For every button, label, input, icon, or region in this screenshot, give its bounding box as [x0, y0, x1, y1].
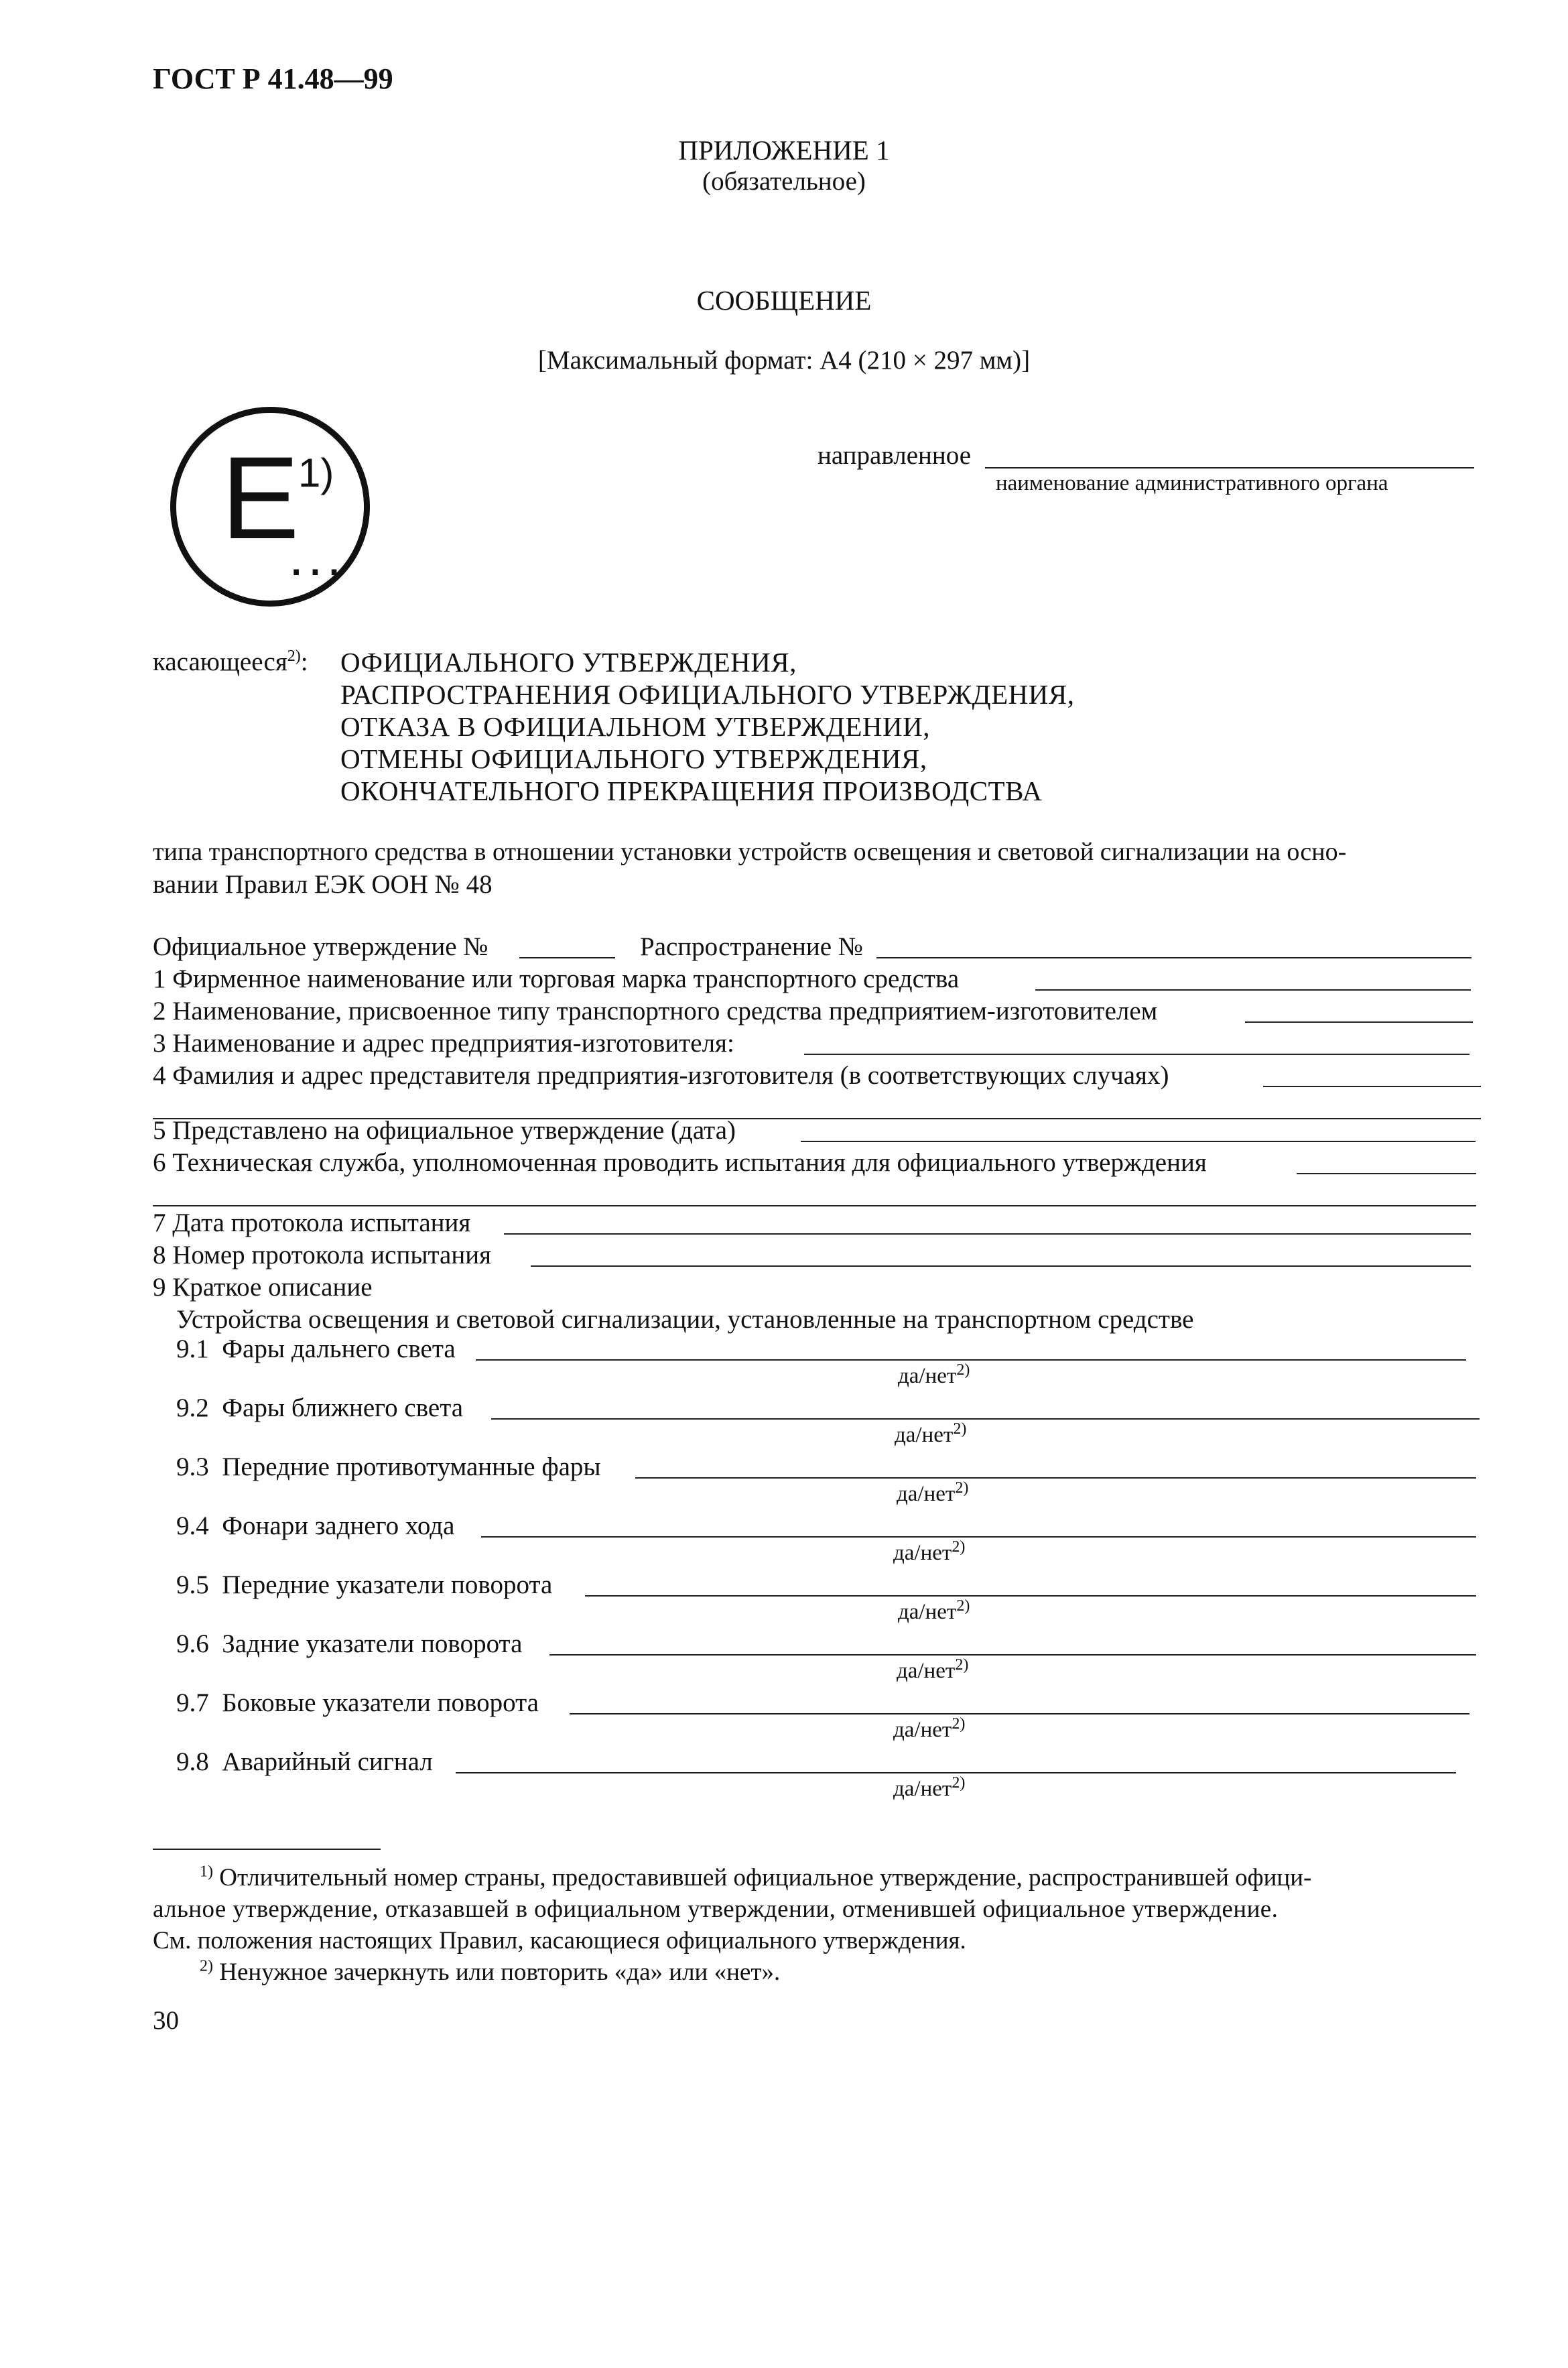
approval-number-label: Официальное утверждение № — [153, 932, 488, 961]
device-9-4: 9.4 Фонари заднего хода — [176, 1511, 455, 1540]
document-title: СООБЩЕНИЕ — [696, 285, 872, 316]
device-9-4-field[interactable] — [481, 1536, 1476, 1538]
intro-line-1: типа транспортного средства в отношении установки устройств освещения и световой сигнализации на осно- — [153, 838, 1347, 866]
intro-line-2: вании Правил ЕЭК ООН № 48 — [153, 870, 493, 899]
device-9-6-caption: да/нет$^{2)}$ — [897, 1656, 969, 1683]
concerning-item-3: ОТКАЗА В ОФИЦИАЛЬНОМ УТВЕРЖДЕНИИ, — [340, 711, 930, 742]
sender-field-line[interactable] — [985, 467, 1474, 469]
approval-mark-emblem — [170, 407, 370, 607]
item-4-field[interactable] — [1263, 1086, 1481, 1087]
item-2-label: 2 Наименование, присвоенное типу транспортного средства предприятием-изготовителем — [153, 997, 1158, 1025]
footnote-separator — [153, 1849, 381, 1850]
extension-number-label: Распространение № — [640, 932, 863, 961]
device-9-2-caption: да/нет$^{2)}$ — [895, 1420, 967, 1447]
device-9-8: 9.8 Аварийный сигнал — [176, 1747, 433, 1776]
device-9-1-field[interactable] — [476, 1359, 1466, 1361]
approval-number-field[interactable] — [519, 957, 615, 958]
device-9-3-field[interactable] — [635, 1477, 1476, 1479]
concerning-item-2: РАСПРОСТРАНЕНИЯ ОФИЦИАЛЬНОГО УТВЕРЖДЕНИЯ, — [340, 679, 1075, 710]
concerning-item-5: ОКОНЧАТЕЛЬНОГО ПРЕКРАЩЕНИЯ ПРОИЗВОДСТВА — [340, 775, 1043, 806]
item-6-field-continuation[interactable] — [153, 1205, 1476, 1206]
device-9-5: 9.5 Передние указатели поворота — [176, 1570, 553, 1599]
device-9-3-caption: да/нет$^{2)}$ — [897, 1479, 969, 1506]
item-3-field[interactable] — [804, 1054, 1469, 1055]
footnote-1-line-2: альное утверждение, отказавшей в официальном утверждении, отменившей официальное утверждение. — [153, 1895, 1279, 1923]
standard-number: ГОСТ Р 41.48—99 — [153, 62, 393, 95]
item-7-label: 7 Дата протокола испытания — [153, 1208, 471, 1237]
format-note: [Максимальный формат: А4 (210 × 297 мм)] — [537, 346, 1031, 375]
item-6-label: 6 Техническая служба, уполномоченная проводить испытания для официального утверждения — [153, 1148, 1207, 1177]
device-9-7-field[interactable] — [570, 1713, 1469, 1715]
device-9-6-field[interactable] — [549, 1654, 1476, 1656]
device-9-2: 9.2 Фары ближнего света — [176, 1393, 464, 1422]
footnote-1-line-3: См. положения настоящих Правил, касающиеся официального утверждения. — [153, 1927, 966, 1954]
sender-label: направленное — [818, 441, 972, 470]
device-9-7-caption: да/нет$^{2)}$ — [893, 1715, 966, 1742]
device-9-8-field[interactable] — [456, 1772, 1456, 1773]
footnote-1-line-1: $^{1)}$ Отличительный номер страны, предоставившей официальное утверждение, распространившей офици- — [200, 1863, 1312, 1891]
device-9-3: 9.3 Передние противотуманные фары — [176, 1452, 601, 1481]
item-8-field[interactable] — [531, 1265, 1471, 1267]
emblem-superscript: 1) — [298, 450, 334, 495]
concerning-label: касающееся$^{2)}$: — [153, 647, 308, 676]
device-9-5-caption: да/нет$^{2)}$ — [898, 1597, 970, 1624]
device-9-2-field[interactable] — [491, 1418, 1480, 1420]
device-9-4-caption: да/нет$^{2)}$ — [893, 1538, 966, 1565]
item-4-label: 4 Фамилия и адрес представителя предприятия-изготовителя (в соответствующих случаях) — [153, 1061, 1169, 1090]
device-9-6: 9.6 Задние указатели поворота — [176, 1629, 523, 1658]
devices-intro: Устройства освещения и световой сигнализации, установленные на транспортном средстве — [176, 1305, 1194, 1334]
item-2-field[interactable] — [1245, 1021, 1473, 1023]
page-number: 30 — [153, 2006, 179, 2035]
footnote-2: $^{2)}$ Ненужное зачеркнуть или повторить «да» или «нет». — [200, 1957, 781, 1986]
device-9-5-field[interactable] — [585, 1595, 1476, 1597]
item-8-label: 8 Номер протокола испытания — [153, 1241, 492, 1269]
emblem-letter: E — [221, 433, 300, 564]
item-1-field[interactable] — [1035, 989, 1471, 991]
annex-title: ПРИЛОЖЕНИЕ 1 — [678, 135, 890, 166]
item-5-field[interactable] — [801, 1141, 1476, 1142]
item-9-label: 9 Краткое описание — [153, 1273, 373, 1302]
device-9-1-caption: да/нет$^{2)}$ — [898, 1361, 970, 1388]
sender-caption: наименование административного органа — [996, 471, 1388, 495]
item-5-label: 5 Представлено на официальное утверждение (дата) — [153, 1116, 736, 1145]
device-9-1: 9.1 Фары дальнего света — [176, 1334, 456, 1363]
item-1-label: 1 Фирменное наименование или торговая марка транспортного средства — [153, 964, 960, 993]
item-7-field[interactable] — [504, 1233, 1471, 1235]
item-6-field[interactable] — [1297, 1173, 1476, 1174]
extension-number-field[interactable] — [876, 957, 1472, 958]
item-3-label: 3 Наименование и адрес предприятия-изготовителя: — [153, 1029, 734, 1058]
device-9-8-caption: да/нет$^{2)}$ — [893, 1774, 966, 1801]
annex-status: (обязательное) — [702, 167, 866, 196]
concerning-item-1: ОФИЦИАЛЬНОГО УТВЕРЖДЕНИЯ, — [340, 647, 797, 678]
concerning-item-4: ОТМЕНЫ ОФИЦИАЛЬНОГО УТВЕРЖДЕНИЯ, — [340, 743, 927, 774]
device-9-7: 9.7 Боковые указатели поворота — [176, 1688, 539, 1717]
emblem-dots: ... — [289, 527, 346, 586]
